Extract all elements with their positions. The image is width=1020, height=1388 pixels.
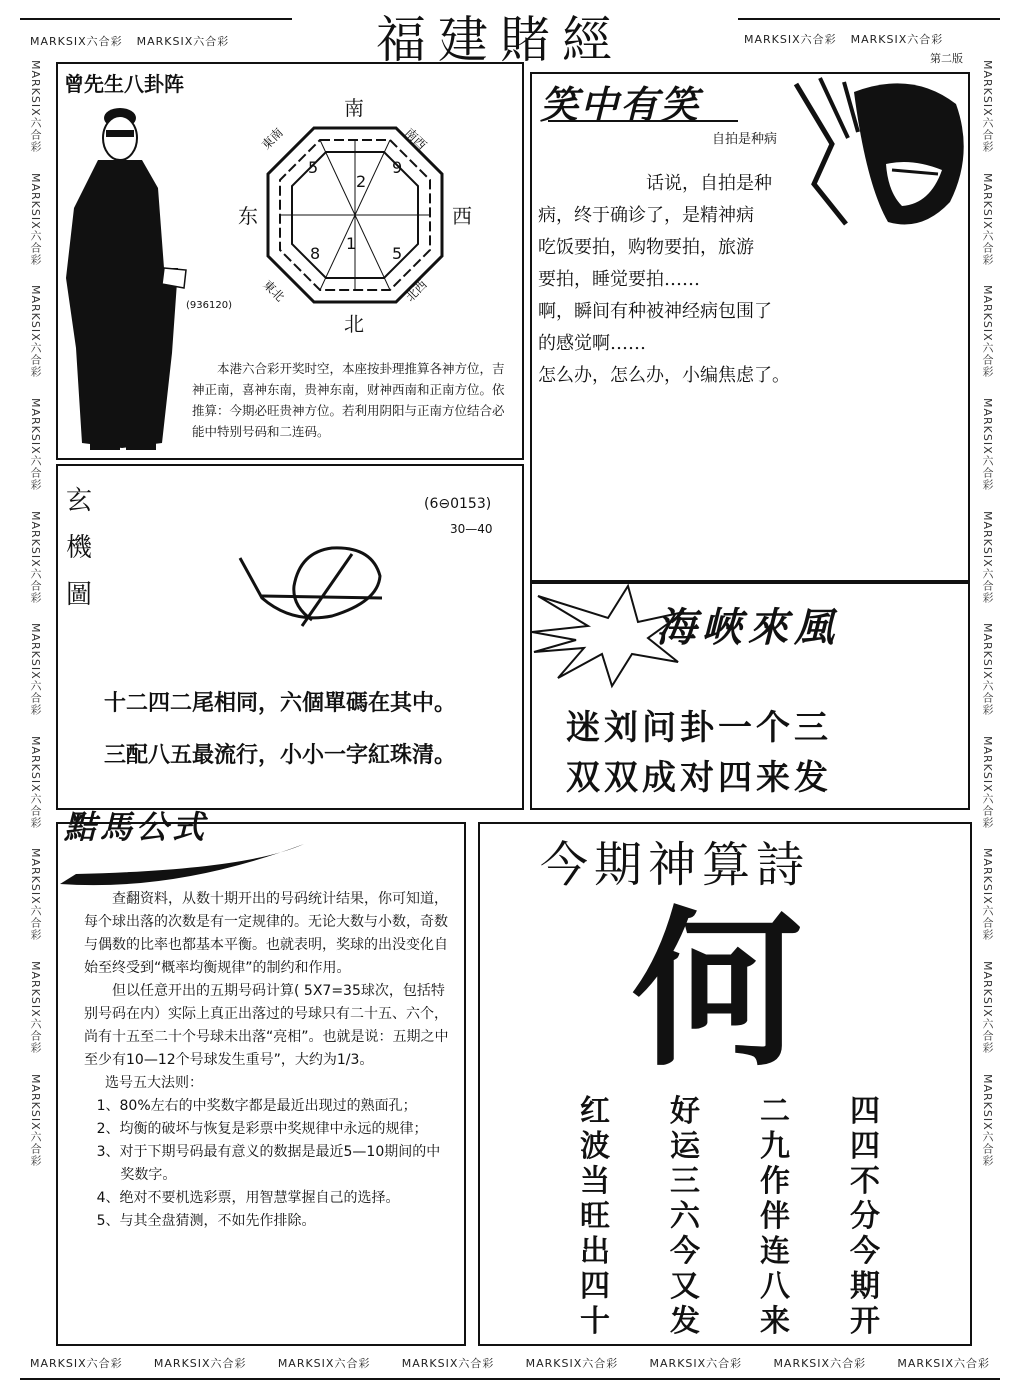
poem-char: 旺 (580, 1199, 610, 1234)
rule-item: 3、对于下期号码最有意义的数据是最近5—10期间的中奖数字。 (96, 1144, 441, 1183)
watermark-text: MARKSIX六合彩 (981, 397, 994, 491)
formula-title: 黠馬公式 (64, 808, 209, 846)
watermark-text: MARKSIX六合彩 (30, 35, 123, 48)
right-watermark-column (974, 60, 1000, 1350)
poem-char: 今 (670, 1234, 700, 1269)
selfie-line: 病，终于确诊了，是精神病 (538, 205, 754, 226)
watermark-text: MARKSIX六合彩 (136, 35, 230, 48)
poem-char: 来 (760, 1304, 790, 1339)
selfie-line: 啊，瞬间有种被神经病包围了 (538, 301, 772, 322)
poem-char: 期 (850, 1269, 880, 1304)
left-watermark-column (22, 60, 48, 1350)
selfie-line: 吃饭要拍，购物要拍，旅游 (538, 237, 754, 258)
bagua-number: 8 (310, 244, 321, 263)
top-left-watermark-strip (30, 32, 300, 50)
watermark-text: MARKSIX六合彩 (744, 33, 837, 46)
watermark-text: MARKSIX六合彩 (30, 1357, 123, 1370)
watermark-text: MARKSIX六合彩 (981, 1073, 994, 1167)
bagua-number: 2 (356, 172, 367, 191)
bagua-number: 1 (346, 234, 357, 253)
watermark-text: MARKSIX六合彩 (401, 1357, 495, 1370)
poem-char: 不 (850, 1164, 880, 1199)
xuanji-range: 30—40 (450, 522, 493, 536)
poem-char: 伴 (760, 1199, 790, 1234)
watermark-text: MARKSIX六合彩 (850, 33, 944, 46)
rule-item: 4、绝对不要机选彩票，用智慧掌握自己的选择。 (96, 1190, 400, 1206)
rule-item: 2、均衡的破坏与恢复是彩票中奖规律中永远的规律； (96, 1121, 428, 1137)
watermark-text: MARKSIX六合彩 (981, 735, 994, 829)
xuanji-verse: 三配八五最流行，小小一字紅珠清。 (104, 743, 457, 768)
poem-char: 又 (670, 1269, 700, 1304)
watermark-text: MARKSIX六合彩 (649, 1357, 743, 1370)
watermark-text: MARKSIX六合彩 (29, 510, 42, 604)
haixia-line: 双双成对四来发 (566, 758, 832, 798)
poem-big-char: 何 (632, 890, 803, 1090)
dir-northwest: 北西 (402, 277, 430, 305)
selfie-title-underline (548, 120, 738, 122)
watermark-text: MARKSIX六合彩 (981, 60, 994, 153)
poem-char: 波 (580, 1129, 610, 1164)
selfie-line: 要拍，睡觉要拍…… (538, 269, 700, 290)
poem-char: 八 (760, 1269, 790, 1304)
poem-title: 今期神算詩 (540, 837, 811, 893)
poem-char: 开 (850, 1304, 880, 1339)
watermark-text: MARKSIX六合彩 (29, 848, 42, 942)
xuanji-verse: 十二四二尾相同，六個單碼在其中。 (104, 691, 457, 716)
poem-char: 当 (580, 1164, 610, 1199)
poem-char: 作 (760, 1164, 790, 1199)
poem-column (580, 1094, 610, 1339)
watermark-text: MARKSIX六合彩 (29, 172, 42, 266)
formula-body (84, 888, 452, 1233)
edition-label: 第二版 (930, 52, 963, 65)
bottom-watermark-strip (30, 1354, 990, 1372)
poem-char: 发 (670, 1304, 700, 1339)
selfie-line: 话说，自拍是种 (646, 173, 772, 194)
bagua-description: 本港六合彩开奖时空，本座按卦理推算各神方位，吉神正南，喜神东南，贵神东南，财神西南和正南方位。依推算：今期必旺贵神方位。若利用阴阳与正南方位结合必能中特别号码和二连码。 (192, 361, 505, 439)
selfie-subtitle: 自拍是种病 (712, 132, 778, 147)
poem-char: 六 (670, 1199, 700, 1234)
rule-item: 1、80%左右的中奖数字都是最近出现过的熟面孔； (96, 1098, 417, 1114)
formula-paragraph: 但以任意开出的五期号码计算( 5X7=35球次，包括特别号码在内）实际上真正出落过的号球只有二十五、六个，尚有十五至二十个号球未出落“亮相”。也就是说：五期之中至少有10—12个号球发生重号”，大约为1/3。 (84, 983, 449, 1068)
watermark-text: MARKSIX六合彩 (981, 961, 994, 1054)
rules-heading: 选号五大法则： (105, 1075, 203, 1091)
watermark-text: MARKSIX六合彩 (981, 848, 994, 942)
poem-char: 分 (850, 1199, 880, 1234)
bagua-number: 9 (392, 158, 403, 177)
haixia-title: 海峽來風 (656, 604, 840, 651)
watermark-text: MARKSIX六合彩 (525, 1357, 619, 1370)
bagua-title: 曾先生八卦阵 (64, 72, 184, 96)
poem-char: 红 (580, 1094, 610, 1129)
selfie-title: 笑中有笑 (540, 82, 701, 127)
xuanji-title (66, 480, 92, 611)
poem-column (670, 1094, 700, 1339)
rule-item: 5、与其全盘猜测，不如先作排除。 (96, 1213, 316, 1229)
watermark-text: MARKSIX六合彩 (153, 1357, 247, 1370)
watermark-text: MARKSIX六合彩 (981, 285, 994, 378)
dir-northeast: 東北 (260, 277, 288, 305)
poem-columns (580, 1094, 880, 1339)
selfie-body (538, 168, 838, 392)
poem-char: 二 (760, 1094, 790, 1129)
paper-title: 福建賭經 (376, 11, 624, 69)
bagua-number: 5 (392, 244, 403, 263)
dir-east: 东 (238, 204, 258, 228)
watermark-text: MARKSIX六合彩 (29, 1073, 42, 1167)
selfie-line: 怎么办，怎么办，小编焦虑了。 (538, 365, 790, 386)
watermark-text: MARKSIX六合彩 (29, 735, 42, 829)
poem-char: 四 (580, 1269, 610, 1304)
dir-west: 西 (452, 204, 472, 228)
bottom-rule (20, 1378, 1000, 1380)
top-right-rule (738, 18, 1000, 20)
poem-column (760, 1094, 790, 1339)
top-left-rule (20, 18, 292, 20)
watermark-text: MARKSIX六合彩 (29, 961, 42, 1054)
dir-south: 南 (344, 96, 364, 120)
watermark-text: MARKSIX六合彩 (29, 60, 42, 153)
poem-char: 三 (670, 1164, 700, 1199)
watermark-text: MARKSIX六合彩 (29, 285, 42, 378)
haixia-line: 迷刘问卦一个三 (566, 708, 832, 748)
poem-char: 好 (670, 1094, 700, 1129)
poem-char: 四 (850, 1129, 880, 1164)
top-right-watermark-strip (744, 30, 1000, 48)
dir-southwest: 南西 (402, 125, 430, 153)
man-figure (60, 98, 195, 458)
watermark-text: MARKSIX六合彩 (981, 172, 994, 266)
bagua-number: 5 (308, 158, 319, 177)
poem-char: 九 (760, 1129, 790, 1164)
poem-char: 四 (850, 1094, 880, 1129)
dir-southeast: 東南 (258, 125, 286, 153)
watermark-text: MARKSIX六合彩 (277, 1357, 371, 1370)
watermark-text: MARKSIX六合彩 (773, 1357, 867, 1370)
xuanji-title-char: 機 (66, 533, 93, 563)
poem-char: 出 (580, 1234, 610, 1269)
selfie-line: 的感觉啊…… (538, 333, 646, 354)
watermark-text: MARKSIX六合彩 (29, 397, 42, 491)
bagua-tel: (936120) (186, 300, 232, 311)
watermark-text: MARKSIX六合彩 (981, 510, 994, 604)
formula-paragraph: 查翻资料，从数十期开出的号码统计结果，你可知道，每个球出落的次数是有一定规律的。无论大数与小数，奇数与偶数的比率也都基本平衡。也就表明，奖球的出没变化自始至终受到“概率均衡规律”的制约和作用。 (84, 891, 448, 976)
xuanji-drawing (232, 536, 392, 636)
xuanji-title-char: 玄 (66, 486, 93, 516)
poem-char: 连 (760, 1234, 790, 1269)
watermark-text: MARKSIX六合彩 (897, 1357, 990, 1370)
poem-char: 十 (580, 1304, 610, 1339)
watermark-text: MARKSIX六合彩 (981, 623, 994, 716)
dir-north: 北 (344, 312, 364, 336)
poem-column (850, 1094, 880, 1339)
watermark-text: MARKSIX六合彩 (29, 623, 42, 716)
xuanji-title-char: 圖 (66, 580, 93, 610)
xuanji-code: (6⊖0153) (424, 496, 492, 512)
poem-char: 今 (850, 1234, 880, 1269)
poem-char: 运 (670, 1129, 700, 1164)
